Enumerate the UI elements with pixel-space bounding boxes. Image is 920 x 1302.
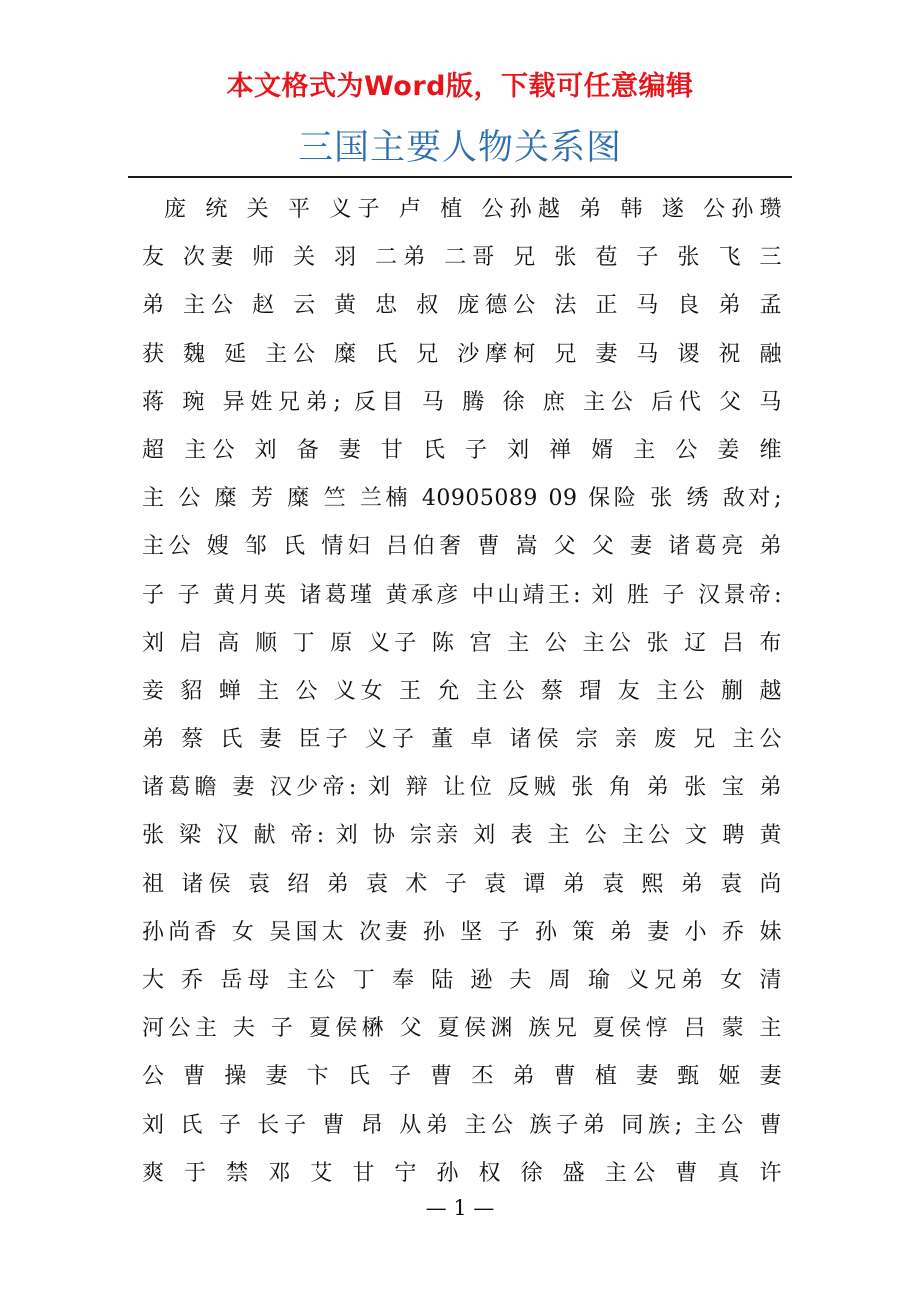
text-line: 弟 主公 赵 云 黄 忠 叔 庞德公 法 正 马 良 弟 孟 [142,293,782,319]
title-divider [128,176,792,178]
text-line: 弟 蔡 氏 妻 臣子 义子 董 卓 诸侯 宗 亲 废 兄 主公 [142,727,782,753]
text-line: 庞 统 关 平 义子 卢 植 公孙越 弟 韩 遂 公孙瓒 [164,197,782,222]
text-line: 张 梁 汉 献 帝: 刘 协 宗亲 刘 表 主 公 主公 文 聘 黄 [142,823,782,849]
text-line: 主公 嫂 邹 氏 情妇 吕伯奢 曹 嵩 父 父 妻 诸葛亮 弟 [142,534,782,560]
text-line: 妾 貂 蝉 主 公 义女 王 允 主公 蔡 瑁 友 主公 蒯 越 [142,678,782,704]
text-line: 蒋 琬 异姓兄弟; 反目 马 腾 徐 庶 主公 后代 父 马 [142,389,782,415]
text-line: 祖 诸侯 袁 绍 弟 袁 术 子 袁 谭 弟 袁 熙 弟 袁 尚 [142,871,782,897]
text-line: 爽 于 禁 邓 艾 甘 宁 孙 权 徐 盛 主公 曹 真 许 [142,1160,782,1186]
text-line: 河公主 夫 子 夏侯楙 父 夏侯渊 族兄 夏侯惇 吕 蒙 主 [142,1016,782,1042]
document-title: 三国主要人物关系图 [297,128,622,168]
text-line: 大 乔 岳母 主公 丁 奉 陆 逊 夫 周 瑜 义兄弟 女 清 [142,968,782,993]
body-text [142,186,782,1198]
text-line: 子 子 黄月英 诸葛瑾 黄承彦 中山靖王: 刘 胜 子 汉景帝: [142,582,782,608]
text-line: 超 主公 刘 备 妻 甘 氏 子 刘 禅 婿 主 公 姜 维 [142,437,782,463]
text-line: 诸葛瞻 妻 汉少帝: 刘 辩 让位 反贼 张 角 弟 张 宝 弟 [142,775,782,801]
text-line: 友 次妻 师 关 羽 二弟 二哥 兄 张 苞 子 张 飞 三 [142,245,782,271]
text-line: 获 魏 延 主公 糜 氏 兄 沙摩柯 兄 妻 马 谡 祝 融 [142,341,782,367]
download-notice-banner: 本文格式为Word版，下载可任意编辑 [226,71,694,102]
text-line: 公 曹 操 妻 卞 氏 子 曹 丕 弟 曹 植 妻 甄 姬 妻 [142,1064,782,1090]
text-line: 刘 氏 子 长子 曹 昂 从弟 主公 族子弟 同族; 主公 曹 [142,1112,782,1138]
text-line: 主 公 糜 芳 糜 竺 兰楠 40905089 09 保险 张 绣 敌对; [142,486,782,512]
text-line: 孙尚香 女 吴国太 次妻 孙 坚 子 孙 策 弟 妻 小 乔 妹 [142,919,782,945]
text-line: 刘 启 高 顺 丁 原 义子 陈 宫 主 公 主公 张 辽 吕 布 [142,630,782,656]
page-number: — 1 — [425,1196,495,1220]
